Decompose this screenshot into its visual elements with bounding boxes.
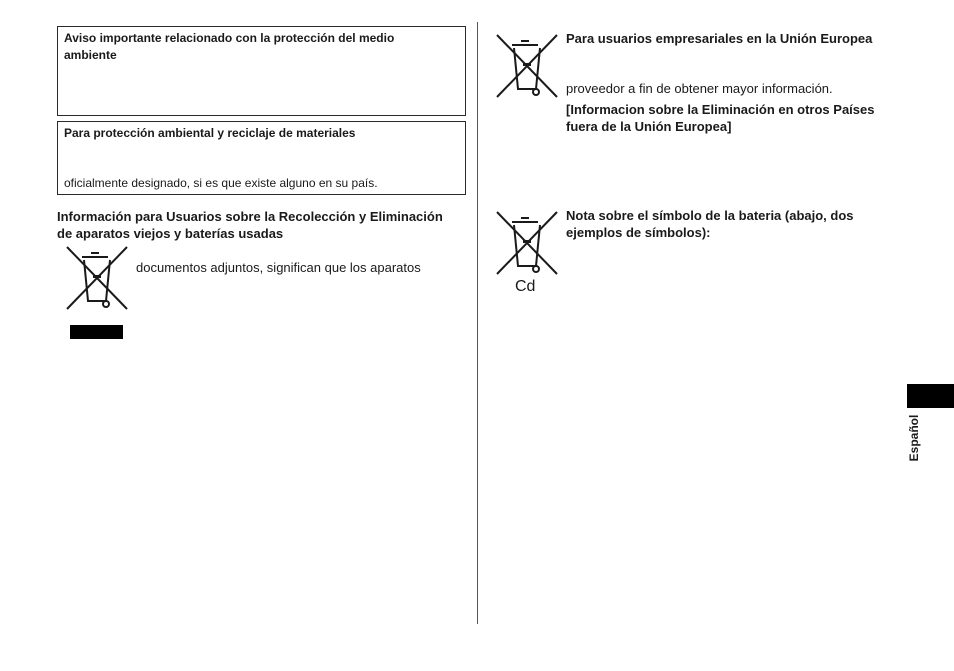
recycling-box-text: oficialmente designado, si es que existe alguno en su país.	[64, 176, 378, 190]
crossed-out-wheelie-bin-icon	[494, 32, 560, 100]
other-countries-heading-line1: [Informacion sobre la Eliminación en otros Países	[566, 102, 875, 117]
environment-notice-title-line1: Aviso importante relacionado con la protección del medio	[64, 31, 395, 45]
black-bar	[70, 325, 123, 339]
collection-text: documentos adjuntos, significan que los aparatos	[136, 260, 421, 275]
language-tab	[907, 384, 954, 408]
collection-heading-line1: Información para Usuarios sobre la Recolección y Eliminación	[57, 209, 443, 224]
column-divider	[477, 22, 478, 624]
business-users-text: proveedor a fin de obtener mayor información.	[566, 81, 833, 96]
collection-heading-line2: de aparatos viejos y baterías usadas	[57, 226, 284, 241]
business-users-heading: Para usuarios empresariales en la Unión Europea	[566, 31, 873, 46]
battery-symbol-heading-line1: Nota sobre el símbolo de la bateria (abajo, dos	[566, 208, 854, 223]
crossed-out-wheelie-bin-icon	[494, 209, 560, 277]
crossed-out-wheelie-bin-icon	[64, 244, 130, 312]
other-countries-heading-line2: fuera de la Unión Europea]	[566, 119, 732, 134]
environment-notice-title-line2: ambiente	[64, 48, 117, 62]
language-tab-label: Español	[907, 414, 921, 462]
recycling-box-title: Para protección ambiental y reciclaje de materiales	[64, 126, 356, 140]
battery-symbol-heading-line2: ejemplos de símbolos):	[566, 225, 711, 240]
cadmium-symbol-label: Cd	[515, 278, 536, 295]
